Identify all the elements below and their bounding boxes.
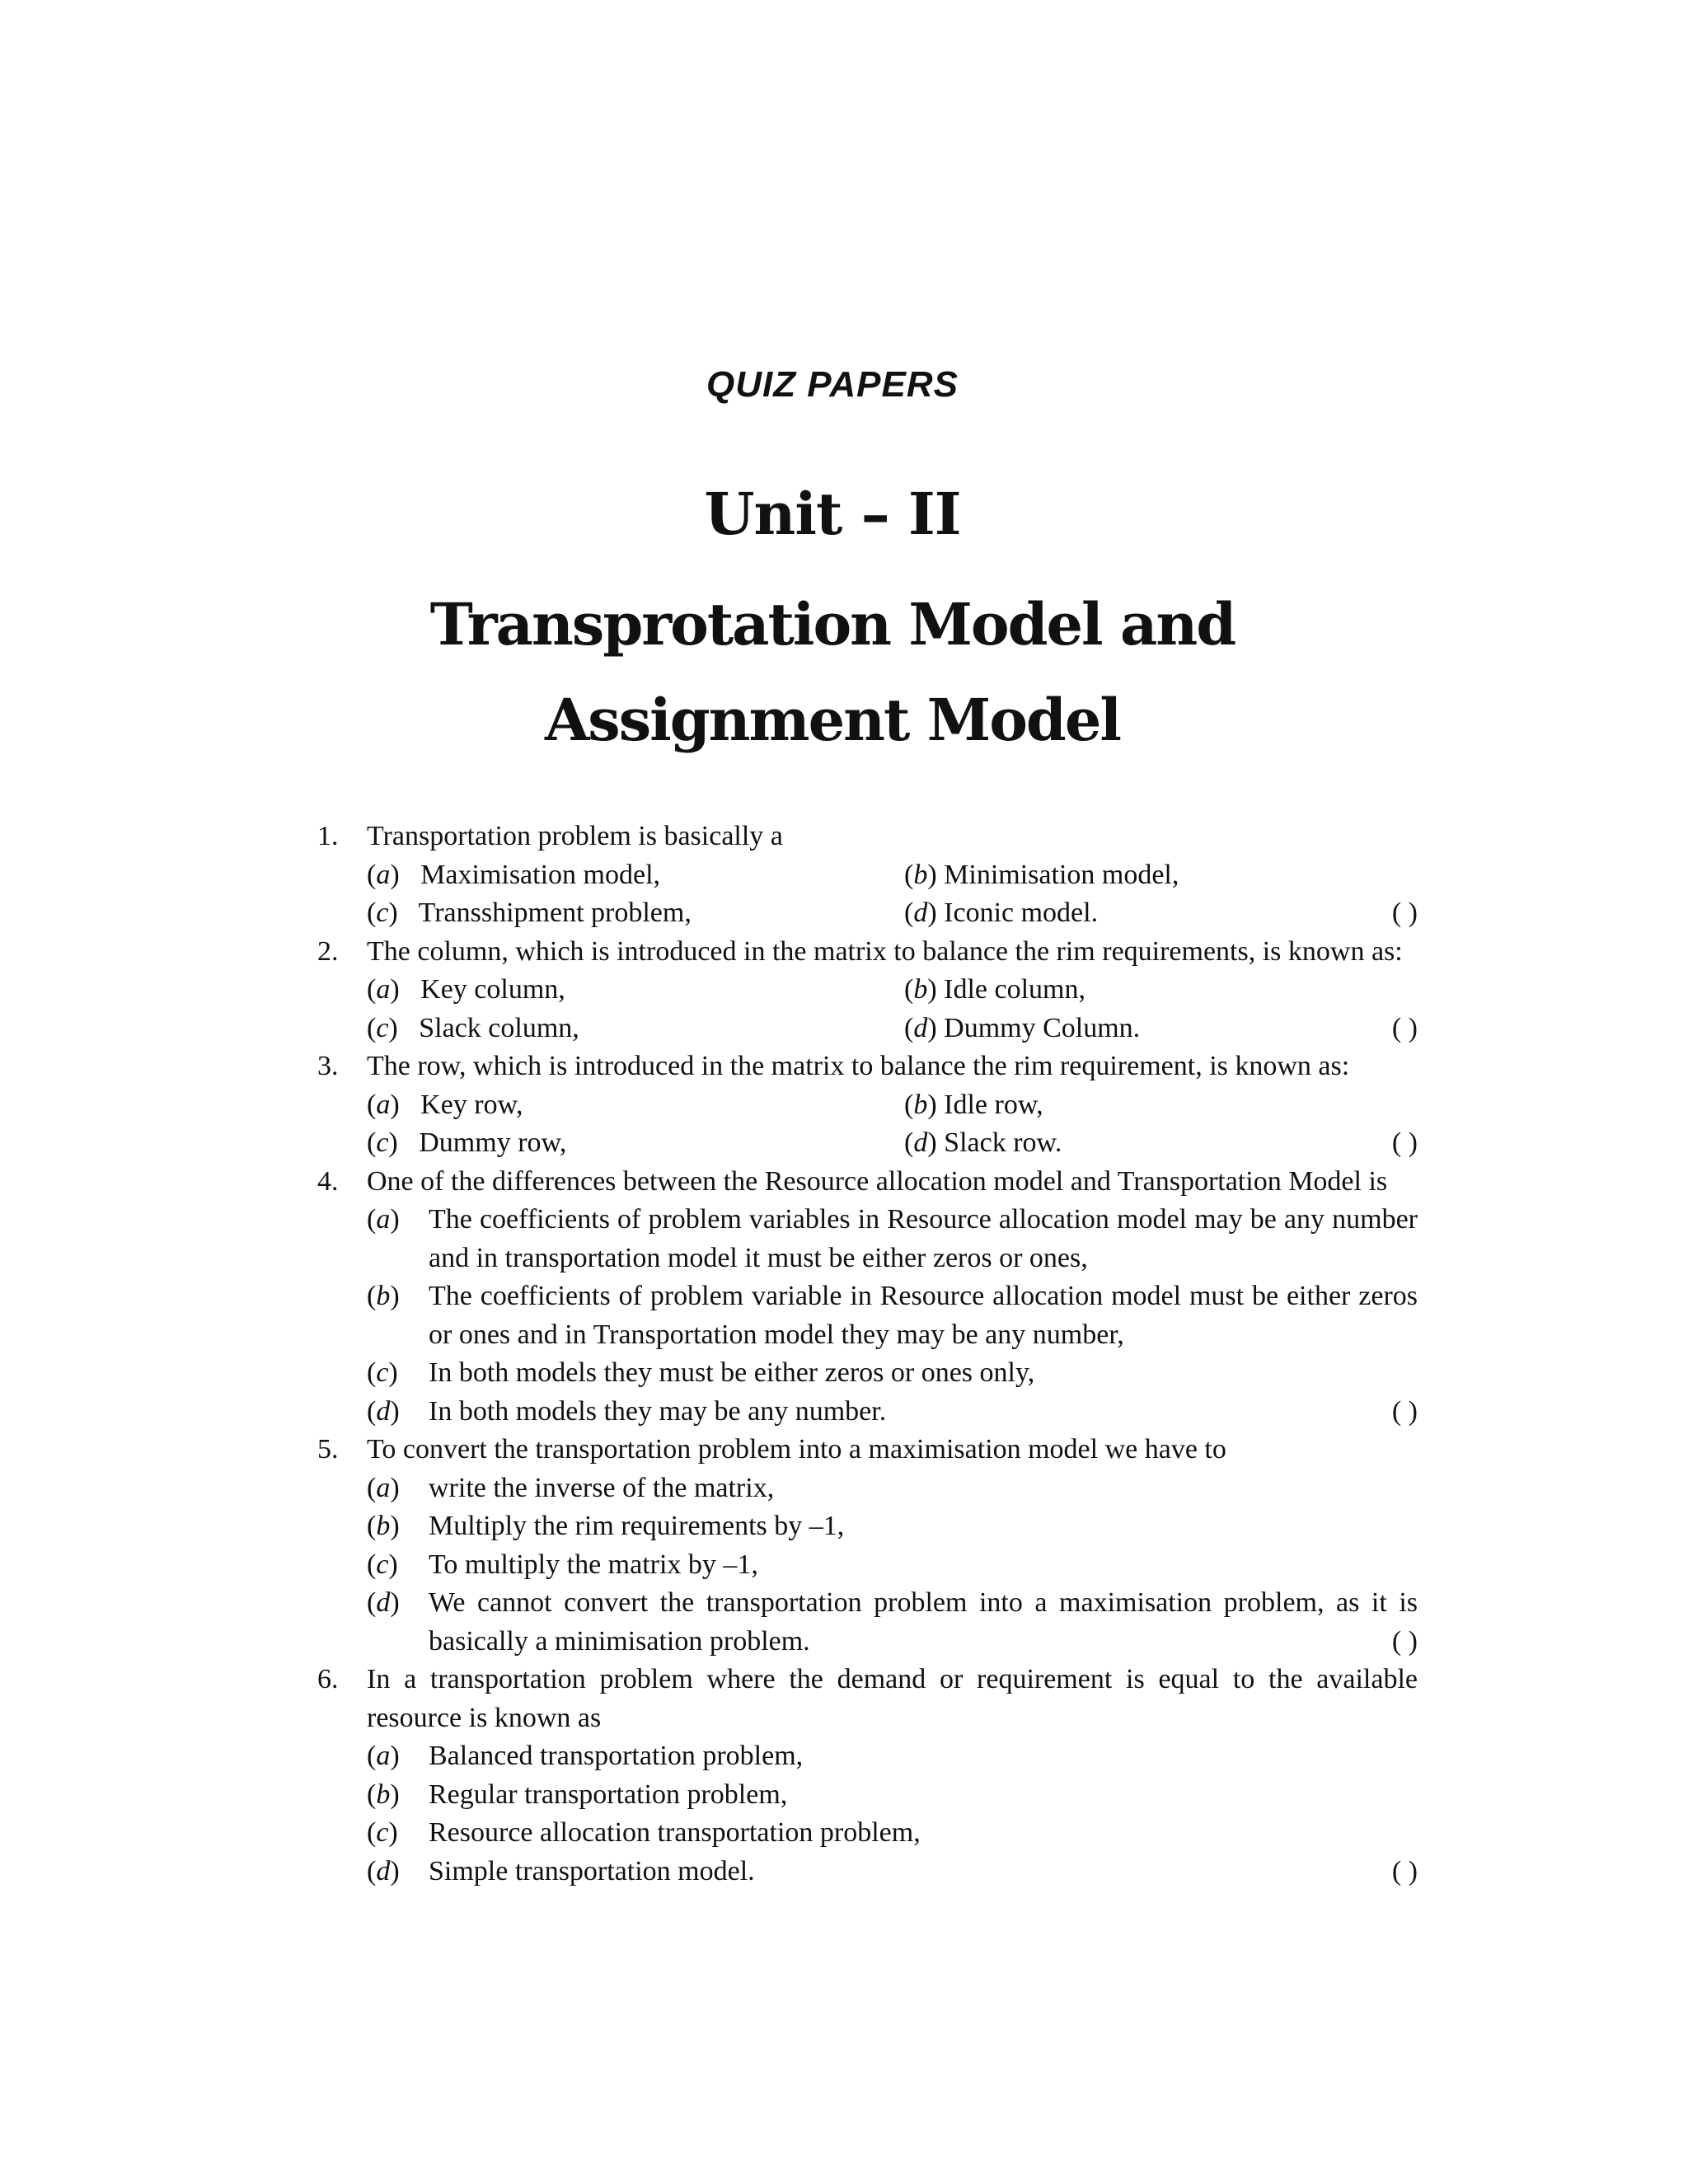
option-letter: (c) — [367, 1817, 398, 1848]
option-b: (b) Minimisation model, — [904, 859, 1179, 890]
option-c — [317, 1354, 1418, 1393]
answer-blank: ( ) — [1391, 1625, 1418, 1657]
option-a-text: The coefficients of problem variables in Resource allocation model may be any number and in transportation model it must be either zeros or ones, — [429, 1204, 1418, 1273]
option-a-text: write the inverse of the matrix, — [429, 1472, 775, 1503]
option-a: (a) Key column, — [367, 974, 565, 1005]
answer-blank: ( ) — [1391, 1012, 1418, 1043]
option-d-text: Dummy Column. — [944, 1012, 1141, 1043]
option-letter: (a) — [367, 1204, 400, 1235]
option-a-text: Balanced transportation problem, — [429, 1741, 804, 1771]
question-text: One of the differences between the Resource allocation model and Transportation Model is — [367, 1165, 1388, 1197]
question-text: To convert the transportation problem into a maximisation model we have to — [367, 1434, 1226, 1465]
answer-blank: ( ) — [1391, 1395, 1418, 1427]
option-a: (a) Key row, — [367, 1089, 523, 1120]
question-text: In a transportation problem where the demand or requirement is equal to the available resource is known as — [367, 1664, 1418, 1733]
question-3 — [317, 1047, 1418, 1086]
option-d: (d) Dummy Column. — [904, 1012, 1141, 1043]
option-b-text: Minimisation model, — [944, 859, 1179, 890]
options-row — [317, 894, 1418, 933]
question-4 — [317, 1163, 1418, 1202]
question-5 — [317, 1431, 1418, 1469]
question-text: The column, which is introduced in the matrix to balance the rim requirements, is known as: — [367, 935, 1403, 967]
option-d — [317, 1393, 1418, 1432]
option-a-text: Key column, — [420, 974, 565, 1005]
option-letter: (d) — [367, 1855, 400, 1886]
option-d — [317, 1853, 1418, 1891]
question-number: 6. — [317, 1664, 339, 1694]
option-letter: (b) — [367, 1779, 400, 1810]
option-d — [317, 1584, 1418, 1661]
option-d-text: We cannot convert the transportation problem into a maximisation problem, as it is basically a minimisation problem. — [429, 1587, 1418, 1657]
option-d-text: Slack row. — [944, 1127, 1062, 1158]
chapter-title-line-2: Assignment Model — [544, 686, 1120, 754]
option-c-text: Resource allocation transportation problem, — [429, 1817, 921, 1848]
option-b — [317, 1507, 1418, 1546]
question-1 — [317, 818, 1418, 856]
option-c: (c) Transshipment problem, — [367, 898, 692, 928]
question-text: The row, which is introduced in the matrix to balance the rim requirement, is known as: — [367, 1051, 1350, 1081]
question-text: Transportation problem is basically a — [367, 821, 783, 851]
option-c — [317, 1814, 1418, 1853]
question-2 — [317, 933, 1418, 972]
option-letter: (b) — [367, 1511, 400, 1541]
option-b: (b) Idle column, — [904, 974, 1085, 1005]
option-a — [317, 1469, 1418, 1508]
unit-title: Unit – II — [704, 480, 961, 548]
option-a-text: Maximisation model, — [420, 859, 661, 890]
option-letter: (d) — [367, 1587, 400, 1618]
option-b-text: Idle column, — [944, 974, 1085, 1005]
options-row — [317, 1010, 1418, 1048]
answer-blank: ( ) — [1391, 898, 1418, 928]
option-c-text: To multiply the matrix by –1, — [429, 1549, 758, 1580]
chapter-title — [0, 577, 1665, 768]
option-letter: (b) — [367, 1281, 400, 1311]
answer-blank: ( ) — [1391, 1855, 1418, 1886]
option-b-text: Multiply the rim requirements by –1, — [429, 1511, 845, 1541]
option-b-text: Idle row, — [944, 1089, 1043, 1120]
option-b: (b) Idle row, — [904, 1089, 1043, 1120]
option-a — [317, 1201, 1418, 1277]
option-c: (c) Slack column, — [367, 1012, 579, 1043]
option-b — [317, 1776, 1418, 1815]
option-d-text: Iconic model. — [944, 898, 1099, 928]
option-c-text: Slack column, — [419, 1012, 579, 1043]
option-letter: (a) — [367, 1472, 400, 1503]
option-c-text: In both models they must be either zeros or ones only, — [429, 1357, 1035, 1388]
question-list — [317, 818, 1418, 1891]
option-a — [317, 1737, 1418, 1776]
option-d-text: In both models they may be any number. — [429, 1395, 887, 1427]
question-number: 2. — [317, 935, 339, 967]
option-letter: (a) — [367, 1741, 400, 1771]
options-row — [317, 971, 1418, 1010]
option-d: (d) Slack row. — [904, 1127, 1062, 1158]
quiz-papers-label: QUIZ PAPERS — [706, 364, 959, 405]
question-number: 1. — [317, 821, 339, 851]
question-number: 3. — [317, 1051, 339, 1081]
answer-blank: ( ) — [1391, 1127, 1418, 1158]
option-c: (c) Dummy row, — [367, 1127, 567, 1158]
option-a: (a) Maximisation model, — [367, 859, 661, 890]
option-letter: (c) — [367, 1549, 398, 1580]
options-row — [317, 856, 1418, 895]
option-a-text: Key row, — [420, 1089, 523, 1120]
option-b — [317, 1277, 1418, 1354]
option-d-text: Simple transportation model. — [429, 1855, 755, 1886]
option-letter: (d) — [367, 1395, 400, 1427]
question-number: 4. — [317, 1165, 339, 1197]
options-row — [317, 1124, 1418, 1163]
option-c — [317, 1546, 1418, 1585]
option-c-text: Transshipment problem, — [418, 898, 692, 928]
option-b-text: Regular transportation problem, — [429, 1779, 788, 1810]
question-number: 5. — [317, 1434, 339, 1465]
chapter-title-line-1: Transprotation Model and — [429, 590, 1236, 658]
option-c-text: Dummy row, — [419, 1127, 567, 1158]
option-letter: (c) — [367, 1357, 398, 1388]
question-6 — [317, 1661, 1418, 1737]
options-row — [317, 1086, 1418, 1125]
option-b-text: The coefficients of problem variable in Resource allocation model must be either zeros or ones and in Transportation model they may be any number, — [429, 1281, 1418, 1350]
option-d: (d) Iconic model. — [904, 898, 1099, 928]
